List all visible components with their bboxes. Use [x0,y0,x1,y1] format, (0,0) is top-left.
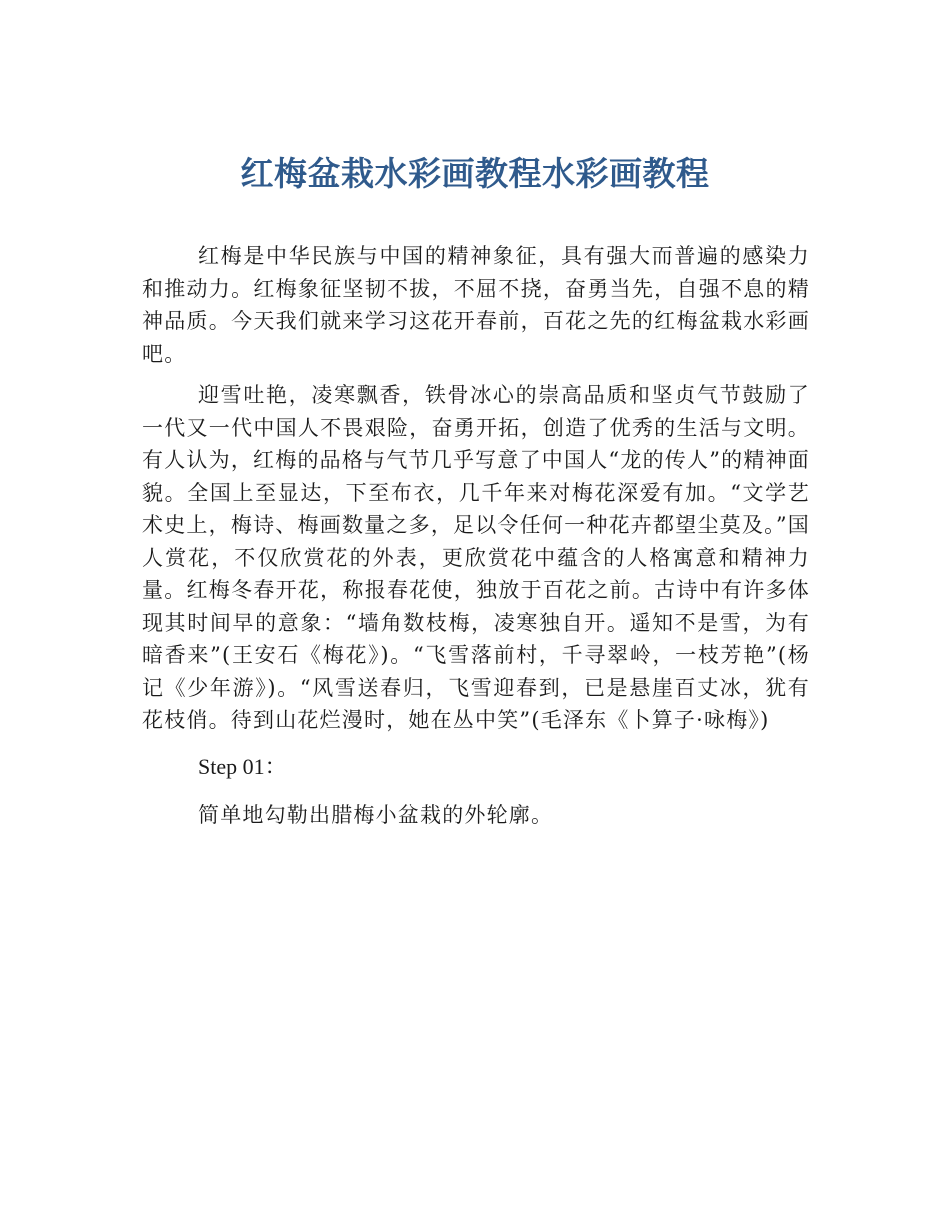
intro-paragraph: 红梅是中华民族与中国的精神象征，具有强大而普遍的感染力和推动力。红梅象征坚韧不拔，不屈不挠，奋勇当先，自强不息的精神品质。今天我们就来学习这花开春前，百花之先的红梅盆栽水彩画吧。 [142,244,810,366]
document-title: 红梅盆栽水彩画教程水彩画教程 [240,154,710,193]
step-label: Step 01： [198,753,287,779]
step-description: 简单地勾勒出腊梅小盆栽的外轮廓。 [198,802,554,827]
document-body [142,240,810,831]
history-paragraph: 迎雪吐艳，凌寒飘香，铁骨冰心的崇高品质和坚贞气节鼓励了一代又一代中国人不畏艰险，奋勇开拓，创造了优秀的生活与文明。有人认为，红梅的品格与气节几乎写意了中国人“龙的传人”的精神面貌。全国上至显达，下至布衣，几千年来对梅花深爱有加。“文学艺术史上，梅诗、梅画数量之多，足以令任何一种花卉都望尘莫及。”国人赏花，不仅欣赏花的外表，更欣赏花中蕴含的人格寓意和精神力量。红梅冬春开花，称报春花使，独放于百花之前。古诗中有许多体现其时间早的意象：“墙角数枝梅，凌寒独自开。遥知不是雪，为有暗香来”(王安石《梅花》)。“飞雪落前村，千寻翠岭，一枝芳艳”(杨记《少年游》)。“风雪送春归，飞雪迎春到，已是悬崖百丈冰，犹有花枝俏。待到山花烂漫时，她在丛中笑”(毛泽东《卜算子·咏梅》) [142,383,810,732]
